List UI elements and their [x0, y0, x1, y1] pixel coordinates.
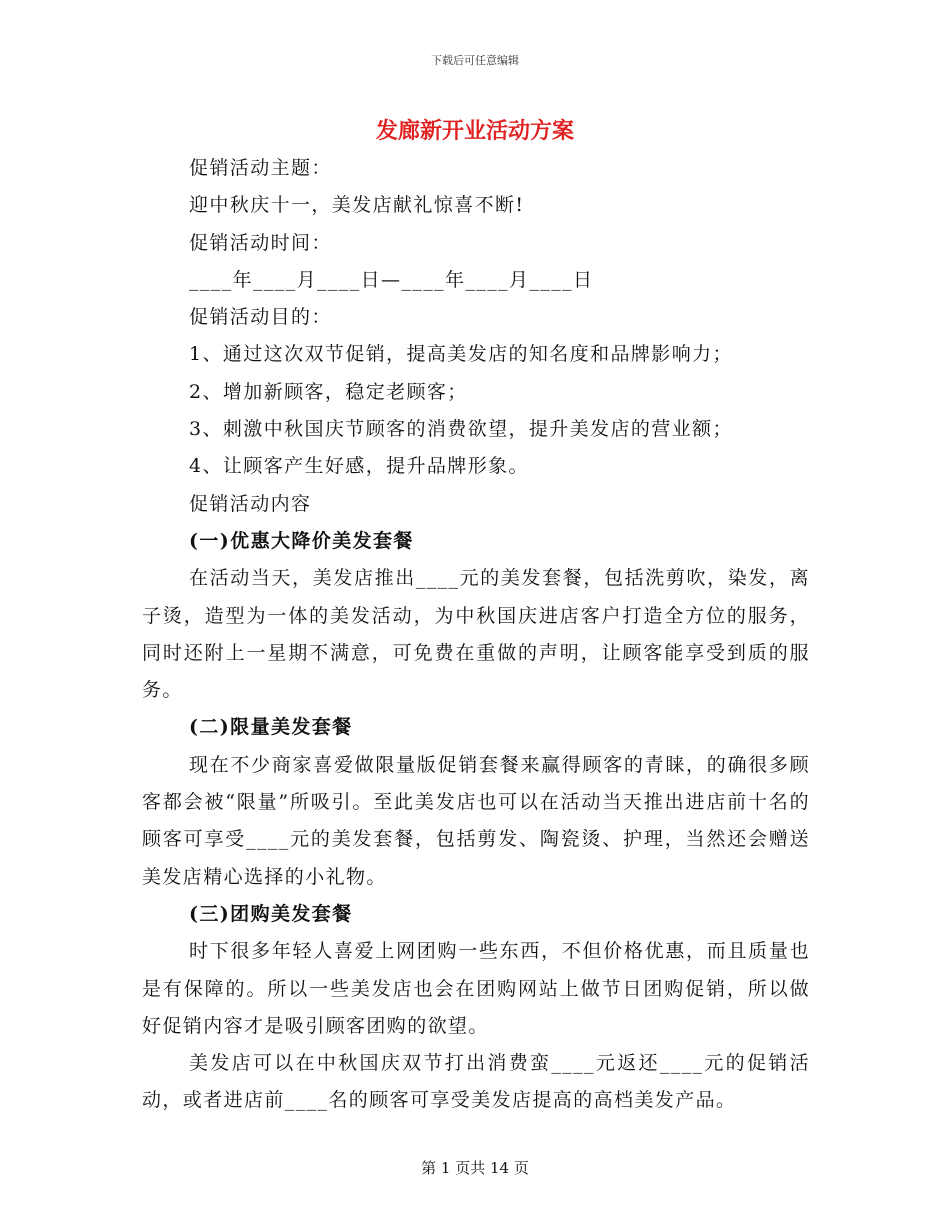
section-paragraph: 美发店可以在中秋国庆双节打出消费蛮____元返还____元的促销活动，或者进店前____名的顾客可享受美发店提高的高档美发产品。: [142, 1052, 810, 1112]
time-text: ____年____月____日—____年____月____日: [189, 268, 594, 291]
goal-heading: 促销活动目的：: [189, 306, 332, 329]
section-heading: (一)优惠大降价美发套餐: [189, 529, 414, 552]
theme-heading: 促销活动主题：: [189, 157, 332, 179]
section-paragraph: 现在不少商家喜爱做限量版促销套餐来赢得顾客的青睐，的确很多顾客都会被“限量”所吸引。至此美发店也可以在活动当天推出进店前十名的顾客可享受____元的美发套餐，包括剪发、陶瓷烫、护理，当然还会赠送美发店精心选择的小礼物。: [142, 753, 810, 888]
document-title: 发廊新开业活动方案: [375, 118, 574, 144]
section-heading: (二)限量美发套餐: [189, 716, 353, 739]
goal-item: 1、通过这次双节促销，提高美发店的知名度和品牌影响力；: [189, 343, 733, 366]
document-body: [142, 150, 810, 1120]
theme-text: 迎中秋庆十一，美发店献礼惊喜不断!: [189, 194, 525, 217]
header-note: 下载后可任意编辑: [431, 54, 519, 67]
goal-item: 3、刺激中秋国庆节顾客的消费欲望，提升美发店的营业额；: [189, 418, 733, 441]
section-paragraph: 在活动当天，美发店推出____元的美发套餐，包括洗剪吹，染发，离子烫，造型为一体的美发活动，为中秋国庆进店客户打造全方位的服务，同时还附上一星期不满意，可免费在重做的声明，让顾客能享受到质的服务。: [142, 567, 810, 702]
page-number: 第 1 页共 14 页: [421, 1159, 529, 1177]
content-heading: 促销活动内容: [189, 492, 312, 515]
section-heading: (三)团购美发套餐: [189, 902, 353, 925]
goal-item: 2、增加新顾客，稳定老顾客；: [189, 380, 468, 403]
goal-item: 4、让顾客产生好感，提升品牌形象。: [189, 455, 529, 478]
section-paragraph: 时下很多年轻人喜爱上网团购一些东西，不但价格优惠，而且质量也是有保障的。所以一些美发店也会在团购网站上做节日团购促销，所以做好促销内容才是吸引顾客团购的欲望。: [142, 940, 810, 1037]
time-heading: 促销活动时间：: [189, 231, 332, 254]
